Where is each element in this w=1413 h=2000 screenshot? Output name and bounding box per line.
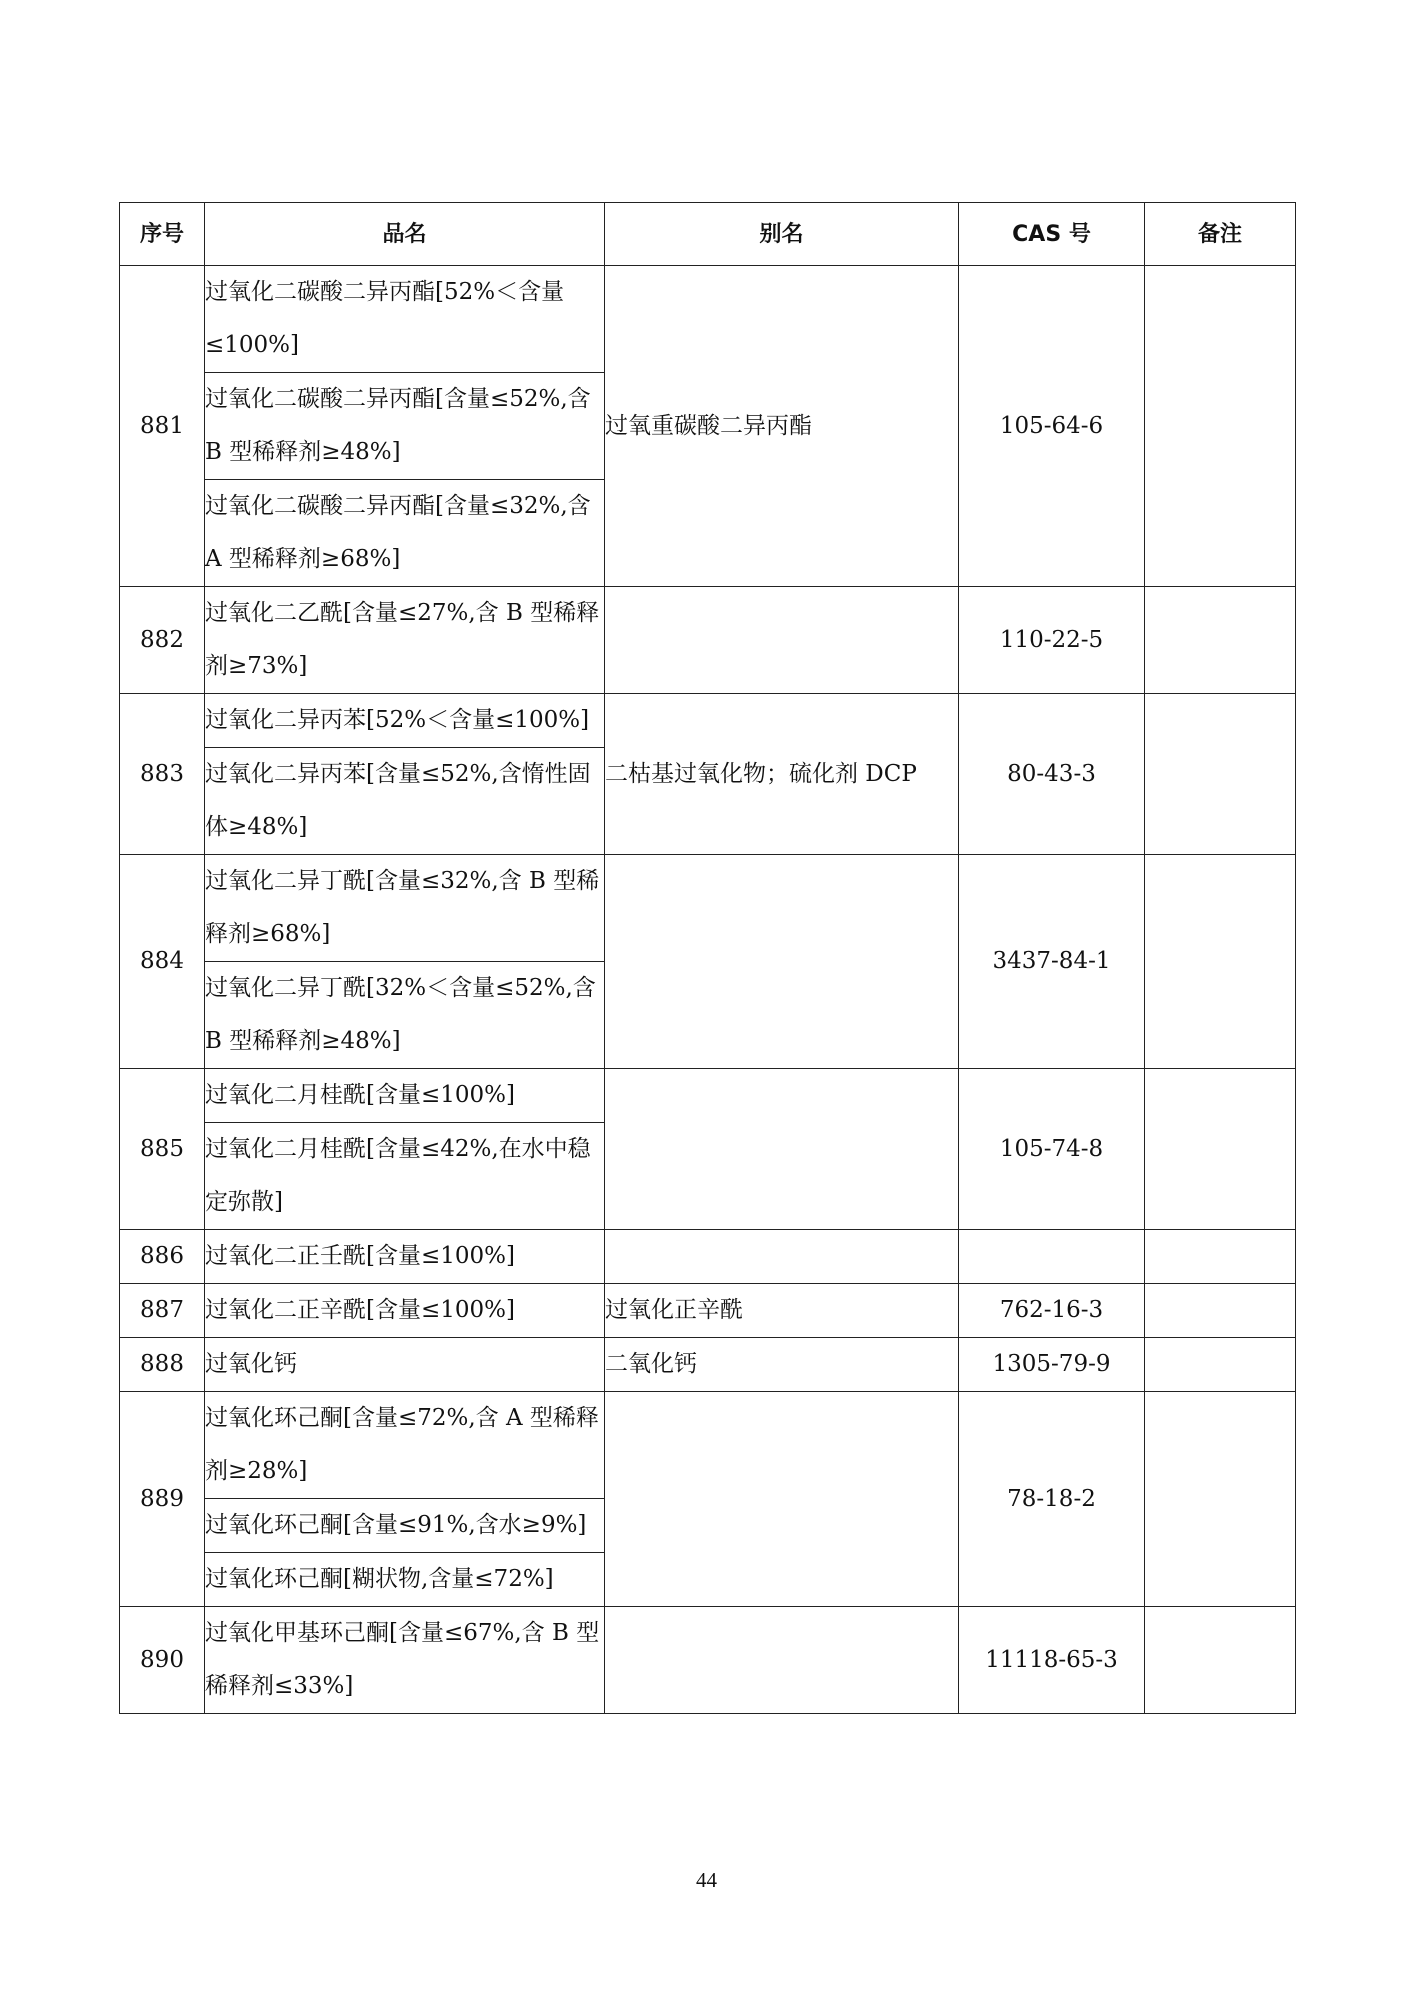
cas-cell: 78-18-2 bbox=[959, 1392, 1145, 1607]
name-cell: 过氧化环己酮[含量≤72%,含 A 型稀释剂≥28%] bbox=[205, 1392, 605, 1499]
alias-cell bbox=[605, 587, 959, 694]
table-row bbox=[120, 266, 1296, 373]
name-cell: 过氧化二正壬酰[含量≤100%] bbox=[205, 1230, 605, 1284]
table-row bbox=[120, 1230, 1296, 1284]
seq-cell: 884 bbox=[120, 855, 205, 1069]
note-cell bbox=[1145, 1230, 1296, 1284]
cas-cell: 105-64-6 bbox=[959, 266, 1145, 587]
table-row bbox=[120, 1392, 1296, 1499]
table-row bbox=[120, 1338, 1296, 1392]
table-row bbox=[120, 855, 1296, 962]
seq-cell: 885 bbox=[120, 1069, 205, 1230]
note-cell bbox=[1145, 1392, 1296, 1607]
seq-cell: 883 bbox=[120, 694, 205, 855]
name-cell: 过氧化二异丙苯[52%＜含量≤100%] bbox=[205, 694, 605, 748]
alias-cell: 过氧重碳酸二异丙酯 bbox=[605, 266, 959, 587]
cas-cell: 80-43-3 bbox=[959, 694, 1145, 855]
table-row bbox=[120, 1284, 1296, 1338]
alias-cell: 二枯基过氧化物；硫化剂 DCP bbox=[605, 694, 959, 855]
alias-cell: 过氧化正辛酰 bbox=[605, 1284, 959, 1338]
cas-cell: 11118-65-3 bbox=[959, 1607, 1145, 1714]
name-cell: 过氧化环己酮[含量≤91%,含水≥9%] bbox=[205, 1499, 605, 1553]
cas-cell: 105-74-8 bbox=[959, 1069, 1145, 1230]
name-cell: 过氧化钙 bbox=[205, 1338, 605, 1392]
page-number: 44 bbox=[696, 1868, 717, 1892]
cas-cell: 3437-84-1 bbox=[959, 855, 1145, 1069]
note-cell bbox=[1145, 266, 1296, 587]
header-alias: 别名 bbox=[605, 203, 959, 266]
alias-cell bbox=[605, 855, 959, 1069]
seq-cell: 886 bbox=[120, 1230, 205, 1284]
name-cell: 过氧化二异丁酰[32%＜含量≤52%,含 B 型稀释剂≥48%] bbox=[205, 962, 605, 1069]
note-cell bbox=[1145, 694, 1296, 855]
table-body bbox=[120, 266, 1296, 1714]
name-cell: 过氧化二乙酰[含量≤27%,含 B 型稀释剂≥73%] bbox=[205, 587, 605, 694]
header-seq: 序号 bbox=[120, 203, 205, 266]
alias-cell bbox=[605, 1069, 959, 1230]
alias-cell bbox=[605, 1607, 959, 1714]
name-cell: 过氧化二碳酸二异丙酯[含量≤52%,含 B 型稀释剂≥48%] bbox=[205, 373, 605, 480]
note-cell bbox=[1145, 1607, 1296, 1714]
note-cell bbox=[1145, 1338, 1296, 1392]
note-cell bbox=[1145, 1069, 1296, 1230]
seq-cell: 888 bbox=[120, 1338, 205, 1392]
cas-cell bbox=[959, 1230, 1145, 1284]
seq-cell: 887 bbox=[120, 1284, 205, 1338]
chemical-list-table bbox=[119, 202, 1296, 1714]
name-cell: 过氧化二异丙苯[含量≤52%,含惰性固体≥48%] bbox=[205, 748, 605, 855]
header-cas: CAS 号 bbox=[959, 203, 1145, 266]
table-row bbox=[120, 694, 1296, 748]
header-row bbox=[120, 203, 1296, 266]
name-cell: 过氧化甲基环己酮[含量≤67%,含 B 型稀释剂≤33%] bbox=[205, 1607, 605, 1714]
alias-cell: 二氧化钙 bbox=[605, 1338, 959, 1392]
table-row bbox=[120, 1069, 1296, 1123]
name-cell: 过氧化二正辛酰[含量≤100%] bbox=[205, 1284, 605, 1338]
seq-cell: 882 bbox=[120, 587, 205, 694]
name-cell: 过氧化二月桂酰[含量≤42%,在水中稳定弥散] bbox=[205, 1123, 605, 1230]
note-cell bbox=[1145, 1284, 1296, 1338]
name-cell: 过氧化二碳酸二异丙酯[含量≤32%,含 A 型稀释剂≥68%] bbox=[205, 480, 605, 587]
header-note: 备注 bbox=[1145, 203, 1296, 266]
table-row bbox=[120, 587, 1296, 694]
name-cell: 过氧化二碳酸二异丙酯[52%＜含量≤100%] bbox=[205, 266, 605, 373]
seq-cell: 881 bbox=[120, 266, 205, 587]
alias-cell bbox=[605, 1230, 959, 1284]
alias-cell bbox=[605, 1392, 959, 1607]
note-cell bbox=[1145, 587, 1296, 694]
name-cell: 过氧化二月桂酰[含量≤100%] bbox=[205, 1069, 605, 1123]
note-cell bbox=[1145, 855, 1296, 1069]
name-cell: 过氧化环己酮[糊状物,含量≤72%] bbox=[205, 1553, 605, 1607]
cas-cell: 110-22-5 bbox=[959, 587, 1145, 694]
cas-cell: 762-16-3 bbox=[959, 1284, 1145, 1338]
table-row bbox=[120, 1607, 1296, 1714]
cas-cell: 1305-79-9 bbox=[959, 1338, 1145, 1392]
name-cell: 过氧化二异丁酰[含量≤32%,含 B 型稀释剂≥68%] bbox=[205, 855, 605, 962]
seq-cell: 890 bbox=[120, 1607, 205, 1714]
seq-cell: 889 bbox=[120, 1392, 205, 1607]
header-name: 品名 bbox=[205, 203, 605, 266]
